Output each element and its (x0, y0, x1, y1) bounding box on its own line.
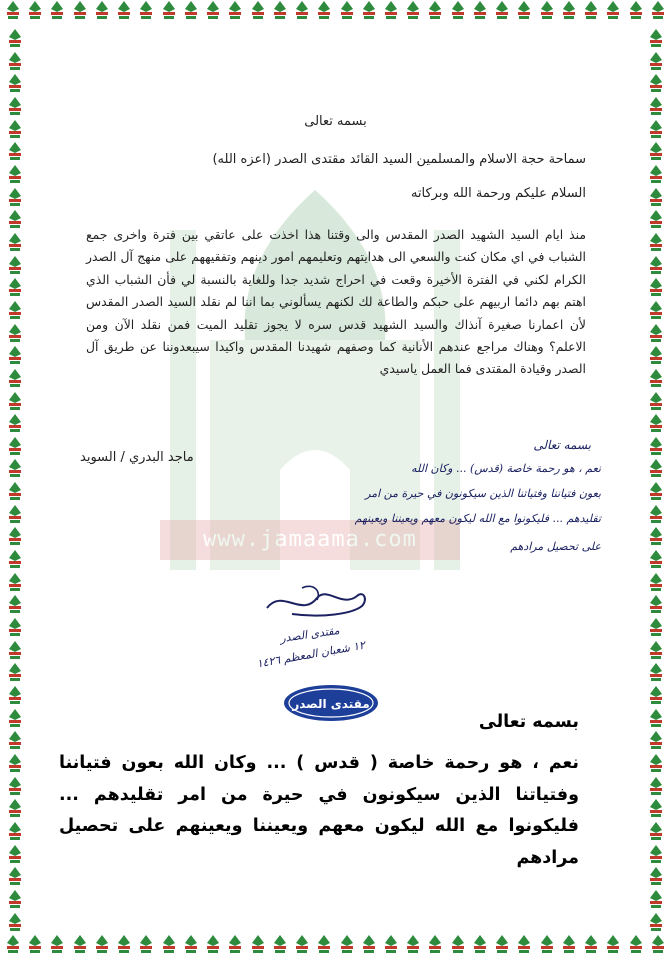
border-ornament-icon (182, 0, 200, 20)
border-ornament-icon (647, 730, 665, 750)
border-ornament-icon (26, 0, 44, 20)
border-ornament-icon (315, 934, 333, 954)
border-ornament-icon (647, 96, 665, 116)
border-ornament-icon (6, 549, 24, 569)
border-ornament-icon (6, 232, 24, 252)
border-ornament-icon (647, 164, 665, 184)
border-ornament-icon (647, 866, 665, 886)
border-ornament-icon (6, 28, 24, 48)
border-ornament-icon (6, 345, 24, 365)
border-ornament-icon (647, 662, 665, 682)
border-ornament-icon (647, 526, 665, 546)
border-ornament-icon (6, 594, 24, 614)
letter-sender: ماجد البدري / السويد (80, 450, 194, 465)
border-ornament-icon (647, 481, 665, 501)
border-ornament-icon (647, 277, 665, 297)
border-ornament-icon (6, 753, 24, 773)
border-ornament-icon (560, 934, 578, 954)
border-ornament-icon (226, 934, 244, 954)
border-ornament-icon (647, 504, 665, 524)
border-ornament-icon (6, 776, 24, 796)
border-ornament-icon (647, 391, 665, 411)
border-ornament-icon (6, 164, 24, 184)
border-ornament-icon (6, 844, 24, 864)
border-ornament-icon (382, 934, 400, 954)
border-ornament-icon (6, 277, 24, 297)
border-ornament-icon (271, 934, 289, 954)
decorative-border-top (0, 0, 671, 26)
border-ornament-icon (647, 549, 665, 569)
border-ornament-icon (6, 889, 24, 909)
border-ornament-icon (6, 730, 24, 750)
border-ornament-icon (538, 0, 556, 20)
border-ornament-icon (647, 458, 665, 478)
border-ornament-icon (627, 0, 645, 20)
border-ornament-icon (48, 934, 66, 954)
border-ornament-icon (6, 391, 24, 411)
border-ornament-icon (71, 0, 89, 20)
border-ornament-icon (6, 436, 24, 456)
border-ornament-icon (647, 889, 665, 909)
handwritten-line: على تحصيل مرادهم (510, 540, 601, 553)
border-ornament-icon (137, 0, 155, 20)
border-ornament-icon (515, 0, 533, 20)
border-ornament-icon (6, 912, 24, 932)
letter-title: بسمه تعالى (304, 114, 367, 129)
border-ornament-icon (647, 753, 665, 773)
border-ornament-icon (647, 345, 665, 365)
letter-body: منذ ايام السيد الشهيد الصدر المقدس والى وقتنا هذا اخذت على عاتقي بين فترة واخرى جمع الشباب في اي مكان كنت والسعي الى هدايتهم وتعليمهم امور دينهم وتفقيههم على منهج آل الصدر الكرام لكني في الفترة الأخيرة وقعت في احراج شديد جدا وللغاية بالنسبة لي فأن الشباب الذي اهتم بهم دائما اربيهم على حبكم والطاعة لك لكنهم يسألوني بما اننا لم نقلد السيد الصدر المقدس لأن اعمارنا صغيرة آنذاك والسيد الشهيد قدس سره لا يجوز تقليد الميت فمن نقلد الآن ومن الاعلم؟ وهناك مراجع عندهم الأنانية كما وصفهم شهيدنا المقدس واكيدا سيبعدوننا عن طريق آل الصدر وقيادة المقتدى فما العمل ياسيدي (86, 227, 586, 377)
svg-text:مقتدى الصدر: مقتدى الصدر (292, 697, 370, 711)
border-ornament-icon (182, 934, 200, 954)
border-ornament-icon (6, 640, 24, 660)
border-ornament-icon (160, 0, 178, 20)
decorative-border-right (643, 26, 669, 934)
border-ornament-icon (404, 0, 422, 20)
handwritten-line: بسمه تعالى (533, 438, 591, 452)
border-ornament-icon (6, 413, 24, 433)
border-ornament-icon (204, 934, 222, 954)
handwritten-line: بعون فتياننا وفتياتنا الذين سيكونون في حيرة من امر (365, 487, 601, 500)
border-ornament-icon (647, 413, 665, 433)
border-ornament-icon (4, 934, 22, 954)
border-ornament-icon (26, 934, 44, 954)
border-ornament-icon (6, 526, 24, 546)
border-ornament-icon (647, 436, 665, 456)
decorative-border-bottom (0, 934, 671, 960)
border-ornament-icon (6, 572, 24, 592)
border-ornament-icon (115, 934, 133, 954)
border-ornament-icon (538, 934, 556, 954)
border-ornament-icon (647, 255, 665, 275)
border-ornament-icon (382, 0, 400, 20)
border-ornament-icon (647, 640, 665, 660)
border-ornament-icon (647, 844, 665, 864)
border-ornament-icon (271, 0, 289, 20)
border-ornament-icon (449, 934, 467, 954)
letter-salutation: سماحة حجة الاسلام والمسلمين السيد القائد مقتدى الصدر (اعزه الله) (212, 152, 586, 167)
border-ornament-icon (360, 0, 378, 20)
border-ornament-icon (647, 368, 665, 388)
border-ornament-icon (647, 187, 665, 207)
border-ornament-icon (647, 776, 665, 796)
border-ornament-icon (93, 934, 111, 954)
border-ornament-icon (604, 0, 622, 20)
border-ornament-icon (649, 934, 667, 954)
border-ornament-icon (649, 0, 667, 20)
border-ornament-icon (6, 481, 24, 501)
seal-stamp-icon (282, 683, 380, 723)
border-ornament-icon (160, 934, 178, 954)
border-ornament-icon (6, 141, 24, 161)
letter-greeting: السلام عليكم ورحمة الله وبركاته (410, 186, 586, 201)
border-ornament-icon (515, 934, 533, 954)
typed-reply-text: نعم ، هو رحمة خاصة ( قدس ) ... وكان الله بعون فتياننا وفتياتنا الذين سيكونون في حيرة من امر تقليدهم ... فليكونوا مع الله ليكون معهم ويعيننا ويعينهم على تحصيل مرادهم (59, 753, 579, 868)
border-ornament-icon (6, 708, 24, 728)
border-ornament-icon (6, 866, 24, 886)
border-ornament-icon (4, 0, 22, 20)
handwritten-line: نعم ، هو رحمة خاصة (قدس) ... وكان الله (411, 462, 601, 475)
signature-scribble (262, 578, 372, 626)
border-ornament-icon (426, 0, 444, 20)
signature-date: ١٢ شعبان المعظم ١٤٢٦ (255, 638, 366, 671)
border-ornament-icon (647, 912, 665, 932)
border-ornament-icon (582, 0, 600, 20)
typed-reply-title: بسمه تعالى (478, 712, 579, 732)
border-ornament-icon (471, 934, 489, 954)
border-ornament-icon (647, 73, 665, 93)
border-ornament-icon (6, 209, 24, 229)
border-ornament-icon (471, 0, 489, 20)
border-ornament-icon (6, 504, 24, 524)
border-ornament-icon (647, 209, 665, 229)
border-ornament-icon (426, 934, 444, 954)
border-ornament-icon (6, 458, 24, 478)
border-ornament-icon (582, 934, 600, 954)
border-ornament-icon (647, 798, 665, 818)
border-ornament-icon (647, 821, 665, 841)
border-ornament-icon (647, 572, 665, 592)
decorative-border-left (2, 26, 28, 934)
border-ornament-icon (360, 934, 378, 954)
border-ornament-icon (647, 323, 665, 343)
border-ornament-icon (6, 662, 24, 682)
border-ornament-icon (647, 300, 665, 320)
border-ornament-icon (449, 0, 467, 20)
border-ornament-icon (249, 934, 267, 954)
border-ornament-icon (560, 0, 578, 20)
border-ornament-icon (115, 0, 133, 20)
border-ornament-icon (226, 0, 244, 20)
border-ornament-icon (647, 617, 665, 637)
border-ornament-icon (647, 141, 665, 161)
border-ornament-icon (293, 0, 311, 20)
border-ornament-icon (71, 934, 89, 954)
border-ornament-icon (137, 934, 155, 954)
border-ornament-icon (6, 617, 24, 637)
border-ornament-icon (6, 73, 24, 93)
border-ornament-icon (6, 255, 24, 275)
border-ornament-icon (6, 96, 24, 116)
border-ornament-icon (647, 51, 665, 71)
border-ornament-icon (647, 28, 665, 48)
handwritten-line: تقليدهم ... فليكونوا مع الله ليكون معهم ويعيننا ويعينهم (354, 512, 601, 525)
border-ornament-icon (338, 934, 356, 954)
border-ornament-icon (647, 232, 665, 252)
border-ornament-icon (315, 0, 333, 20)
border-ornament-icon (293, 934, 311, 954)
border-ornament-icon (493, 934, 511, 954)
border-ornament-icon (204, 0, 222, 20)
border-ornament-icon (249, 0, 267, 20)
border-ornament-icon (404, 934, 422, 954)
border-ornament-icon (6, 51, 24, 71)
border-ornament-icon (6, 821, 24, 841)
border-ornament-icon (6, 368, 24, 388)
border-ornament-icon (6, 300, 24, 320)
border-ornament-icon (93, 0, 111, 20)
border-ornament-icon (6, 685, 24, 705)
border-ornament-icon (48, 0, 66, 20)
watermark-url: www.jamaama.com (160, 520, 460, 560)
border-ornament-icon (6, 187, 24, 207)
border-ornament-icon (493, 0, 511, 20)
border-ornament-icon (604, 934, 622, 954)
border-ornament-icon (647, 708, 665, 728)
border-ornament-icon (627, 934, 645, 954)
border-ornament-icon (6, 323, 24, 343)
border-ornament-icon (647, 594, 665, 614)
signature-name: مقتدى الصدر (279, 623, 341, 646)
border-ornament-icon (6, 798, 24, 818)
border-ornament-icon (647, 685, 665, 705)
border-ornament-icon (338, 0, 356, 20)
